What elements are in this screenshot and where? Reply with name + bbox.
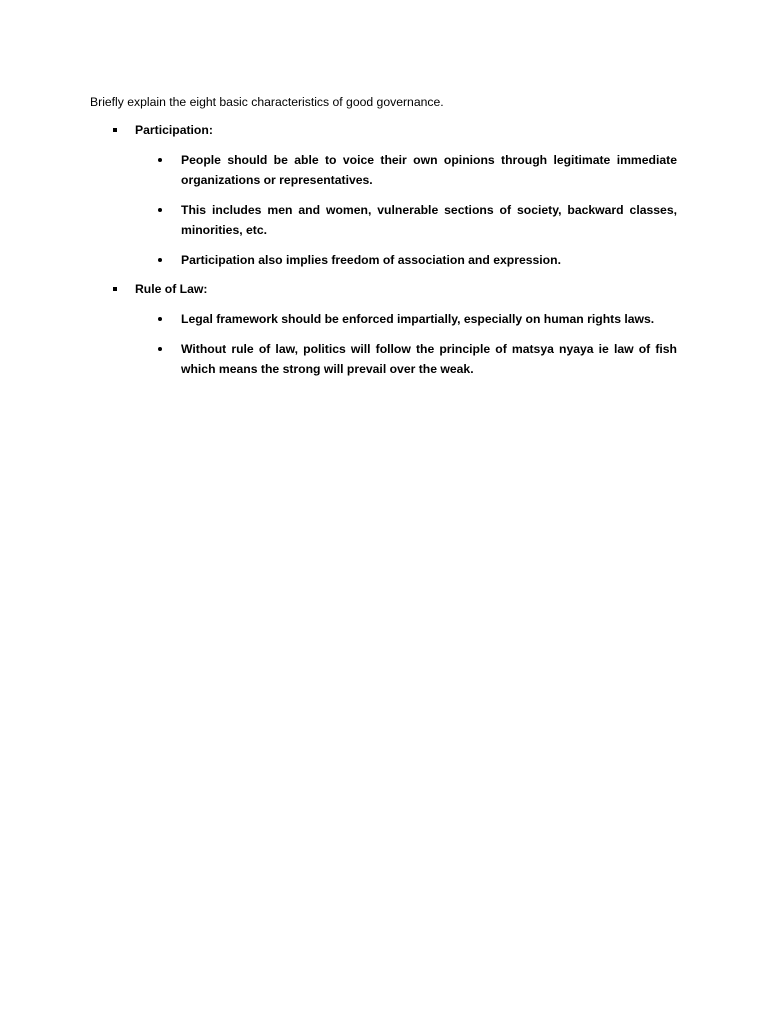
document-body	[90, 93, 677, 389]
section-participation	[90, 121, 677, 270]
square-bullet-icon	[113, 287, 117, 291]
section-heading	[90, 280, 677, 298]
section-rule-of-law	[90, 280, 677, 379]
list-item-text: People should be able to voice their own opinions through legitimate immediate organizations or representatives.	[181, 153, 677, 187]
round-bullet-icon	[158, 158, 162, 162]
list-item	[90, 250, 677, 270]
section-heading	[90, 121, 677, 139]
list-item	[90, 150, 677, 190]
section-heading-text: Rule of Law:	[135, 282, 208, 296]
bullet-list	[90, 309, 677, 379]
round-bullet-icon	[158, 347, 162, 351]
list-item-text: Without rule of law, politics will follow the principle of matsya nyaya ie law of fish which means the strong will prevail over the weak.	[181, 342, 677, 376]
question-text: Briefly explain the eight basic characteristics of good governance.	[90, 95, 444, 109]
round-bullet-icon	[158, 208, 162, 212]
list-item-text: Legal framework should be enforced impartially, especially on human rights laws.	[181, 312, 655, 326]
list-item	[90, 339, 677, 379]
round-bullet-icon	[158, 317, 162, 321]
list-item	[90, 200, 677, 240]
square-bullet-icon	[113, 128, 117, 132]
bullet-list	[90, 150, 677, 270]
list-item	[90, 309, 677, 329]
list-item-text: Participation also implies freedom of association and expression.	[181, 253, 561, 267]
round-bullet-icon	[158, 258, 162, 262]
list-item-text: This includes men and women, vulnerable sections of society, backward classes, minorities, etc.	[181, 203, 677, 237]
section-heading-text: Participation:	[135, 123, 213, 137]
